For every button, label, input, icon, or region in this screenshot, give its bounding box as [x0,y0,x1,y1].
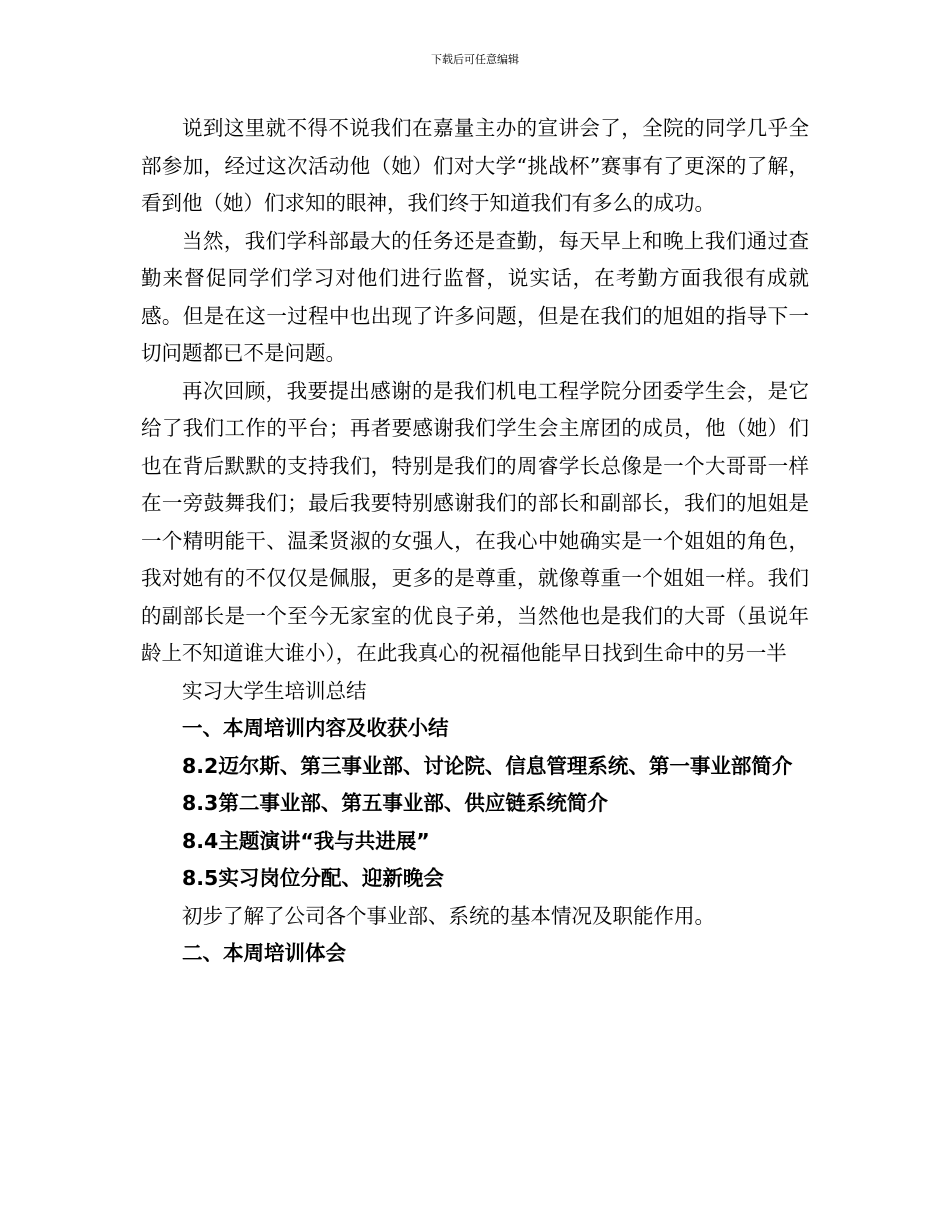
paragraph-seminar: 说到这里就不得不说我们在嘉量主办的宣讲会了，全院的同学几乎全部参加，经过这次活动他（她）们对大学“挑战杯”赛事有了更深的了解，看到他（她）们求知的眼神，我们终于知道我们有多么的成功。 [141,116,809,215]
section-heading-training-content: 一、本周培训内容及收获小结 [182,716,449,740]
paragraph-attendance: 当然，我们学科部最大的任务还是查勤，每天早上和晚上我们通过查勤来督促同学们学习对他们进行监督，说实话，在考勤方面我很有成就感。但是在这一过程中也出现了许多问题，但是在我们的旭姐的指导下一切问题都已不是问题。 [141,228,809,365]
training-item-8-2: 8.2迈尔斯、第三事业部、讨论院、信息管理系统、第一事业部简介 [182,753,793,778]
training-summary: 初步了解了公司各个事业部、系统的基本情况及职能作用。 [182,903,715,928]
document-subtitle: 实习大学生培训总结 [182,678,367,703]
training-item-8-5: 8.5实习岗位分配、迎新晚会 [182,866,444,890]
page-header: 下载后可任意编辑 [431,53,519,66]
section-heading-training-reflection: 二、本周培训体会 [182,941,346,965]
training-item-8-4: 8.4主题演讲“我与共进展” [182,828,430,853]
document-body [141,110,809,973]
paragraph-thanks: 再次回顾，我要提出感谢的是我们机电工程学院分团委学生会，是它给了我们工作的平台；再者要感谢我们学生会主席团的成员，他（她）们也在背后默默的支持我们，特别是我们的周睿学长总像是一个大哥哥一样在一旁鼓舞我们；最后我要特别感谢我们的部长和副部长，我们的旭姐是一个精明能干、温柔贤淑的女强人，在我心中她确实是一个姐姐的角色，我对她有的不仅仅是佩服，更多的是尊重，就像尊重一个姐姐一样。我们的副部长是一个至今无家室的优良子弟，当然他也是我们的大哥（虽说年龄上不知道谁大谁小），在此我真心的祝福他能早日找到生命中的另一半 [141,378,809,665]
training-item-8-3: 8.3第二事业部、第五事业部、供应链系统简介 [182,791,608,815]
